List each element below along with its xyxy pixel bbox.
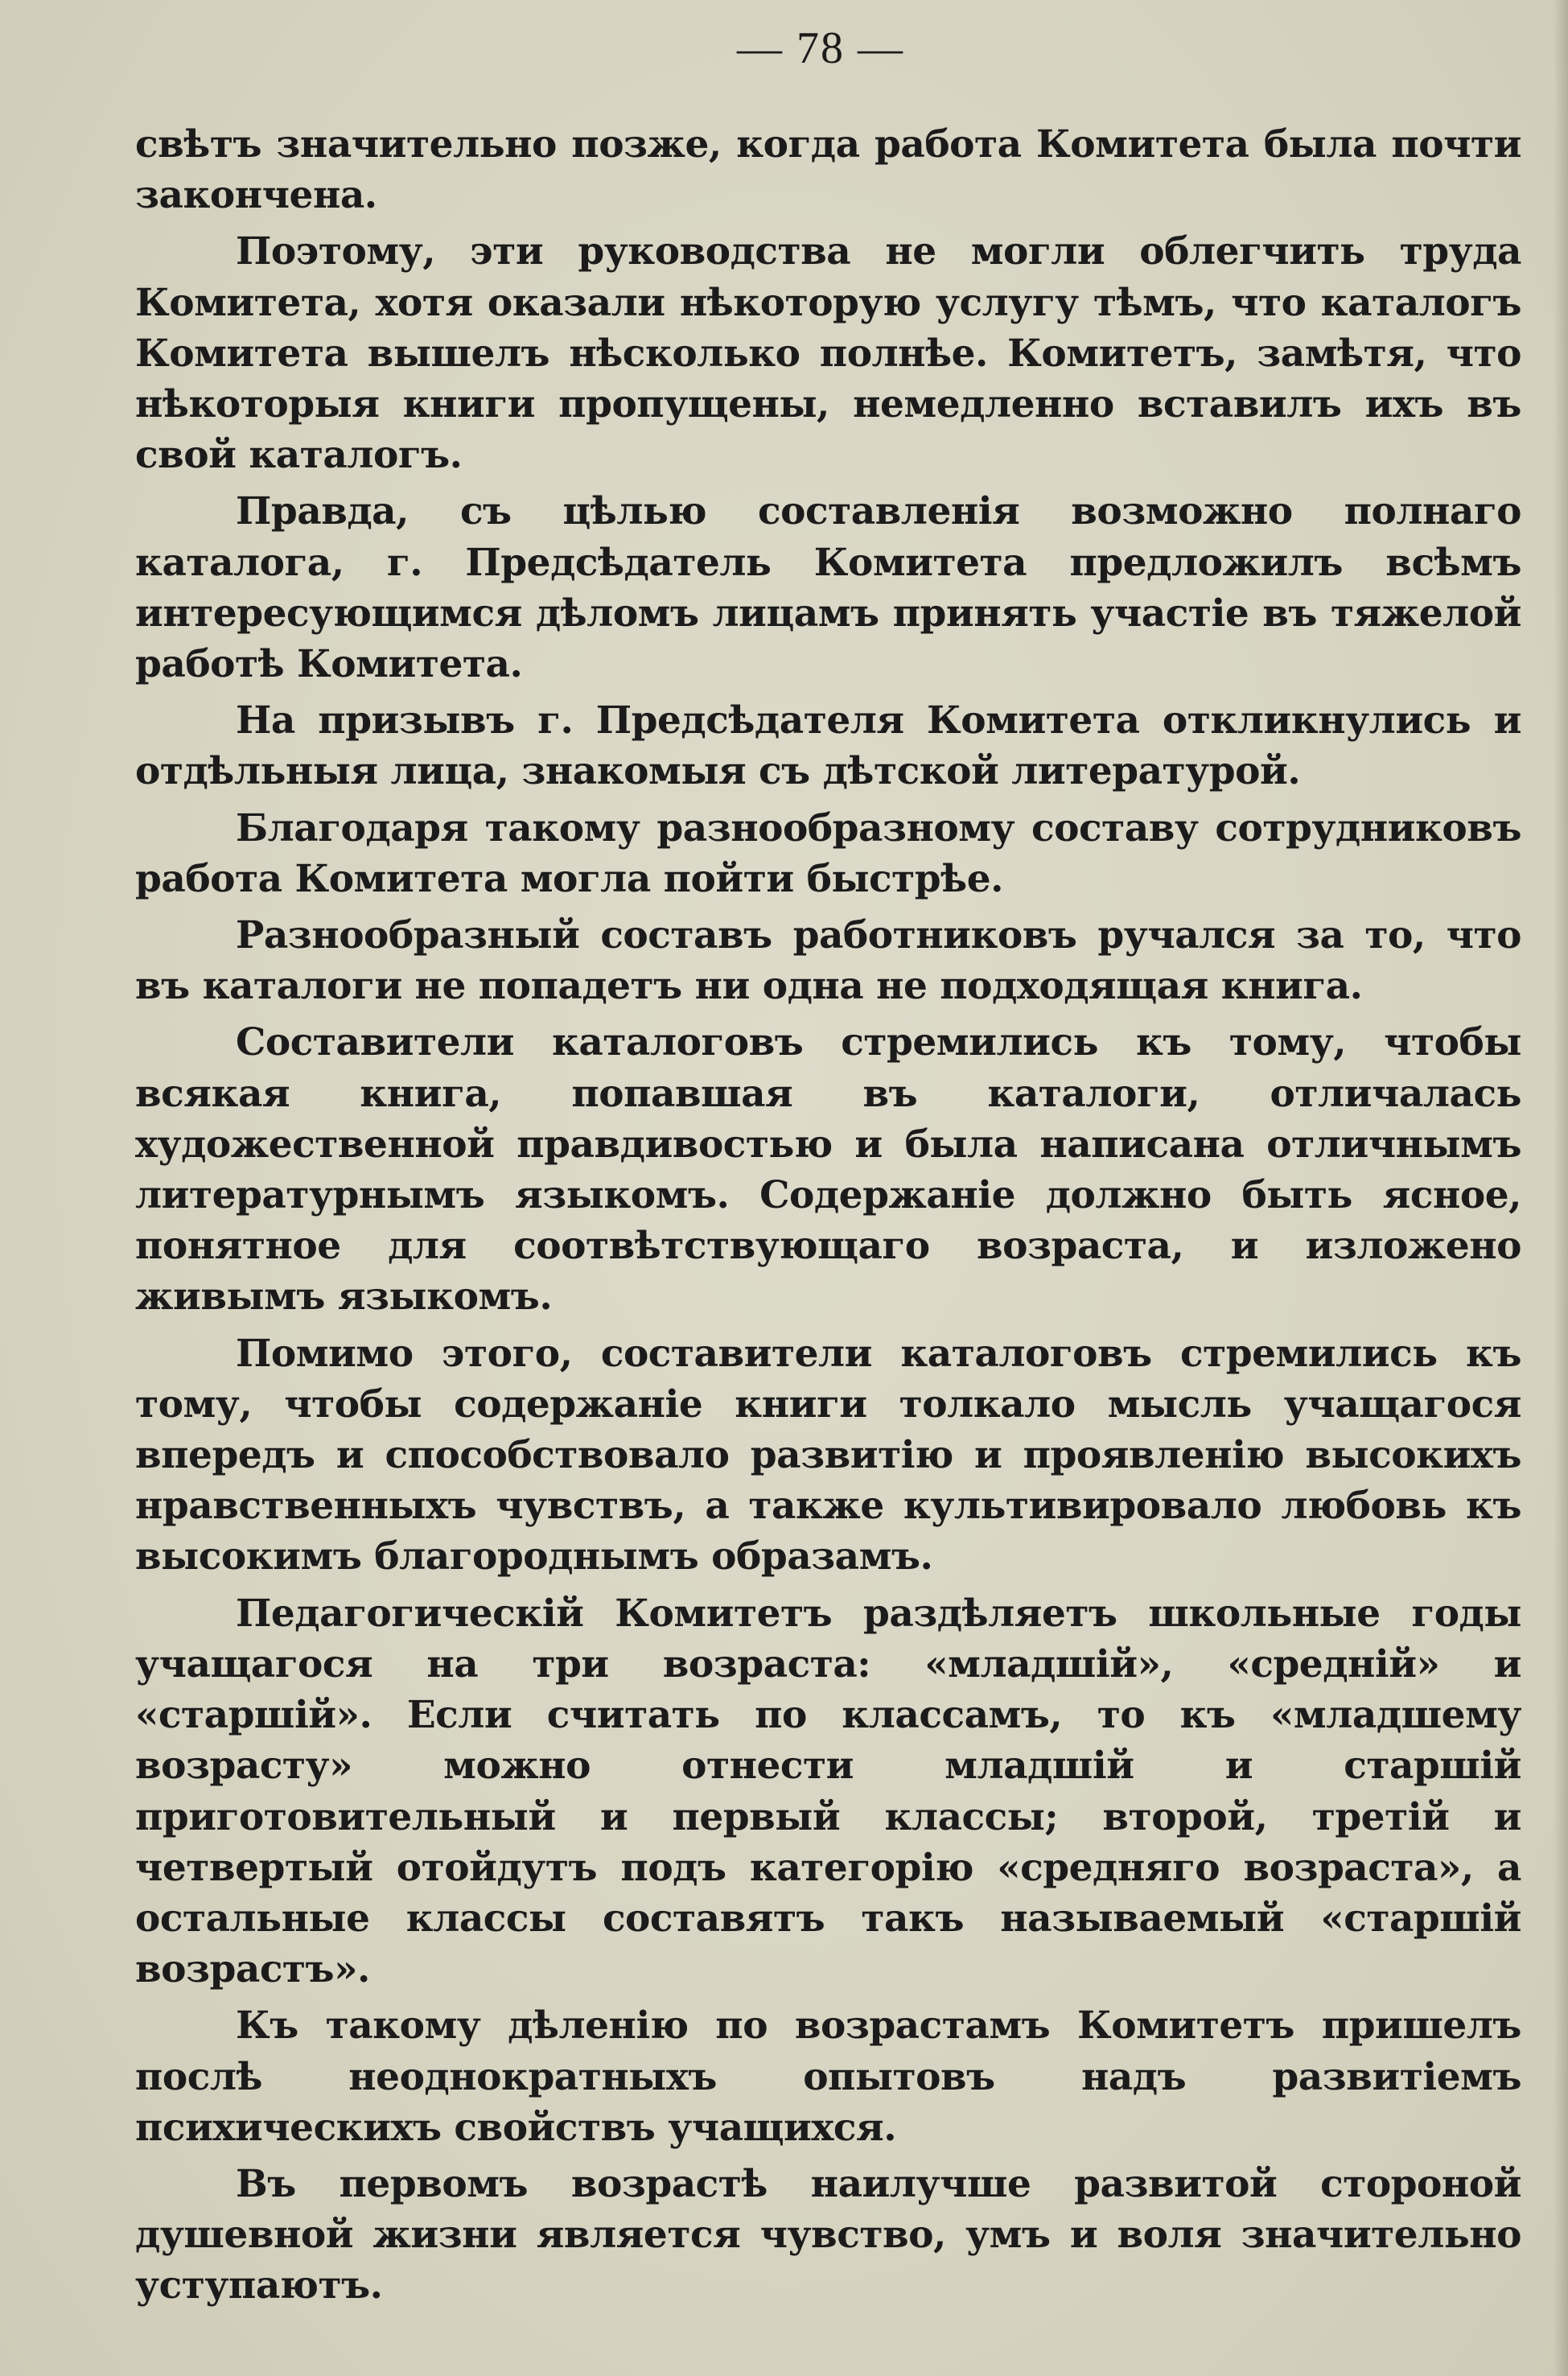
paragraph-11: Въ первомъ возрастѣ наилучше развитой стороной душевной жизни является чувство, умъ и воля значительно уступаютъ. (135, 2161, 1521, 2308)
paragraph-2: Поэтому, эти руководства не могли облегчить труда Комитета, хотя оказали нѣкоторую услугу тѣмъ, что каталогъ Комитета вышелъ нѣсколько полнѣе. Комитетъ, замѣтя, что нѣкоторыя книги пропущены, немедленно вставилъ ихъ въ свой каталогъ. (135, 229, 1521, 478)
paragraph-6: Разнообразный составъ работниковъ ручался за то, что въ каталоги не попадетъ ни одна не подходящая книга. (135, 913, 1521, 1009)
paragraph-10: Къ такому дѣленію по возрастамъ Комитетъ пришелъ послѣ неоднократныхъ опытовъ надъ развитіемъ психическихъ свойствъ учащихся. (135, 2003, 1521, 2150)
paragraph-7: Составители каталоговъ стремились къ тому, чтобы всякая книга, попавшая въ каталоги, отличалась художественной правдивостью и была написана отличнымъ литературнымъ языкомъ. Содержаніе должно быть ясное, понятное для соотвѣтствующаго возраста, и изложено живымъ языкомъ. (135, 1020, 1521, 1320)
paragraph-1: свѣтъ значительно позже, когда работа Комитета была почти закончена. (135, 122, 1521, 218)
page-number: — 78 — (737, 23, 904, 73)
paragraph-4: На призывъ г. Предсѣдателя Комитета откликнулись и отдѣльныя лица, знакомыя съ дѣтской литературой. (135, 698, 1521, 794)
body-text (135, 119, 1521, 2312)
paragraph-3: Правда, съ цѣлью составленія возможно полнаго каталога, г. Предсѣдатель Комитета предложилъ всѣмъ интересующимся дѣломъ лицамъ принять участіе въ тяжелой работѣ Комитета. (135, 489, 1521, 687)
paragraph-9: Педагогическій Комитетъ раздѣляетъ школьные годы учащагося на три возраста: «младшій», «средній» и «старшій». Если считать по классамъ, то къ «младшему возрасту» можно отнести младшій и старшій приготовительный и первый классы; второй, третій и четвертый отойдутъ подъ категорію «средняго возраста», а остальные классы составятъ такъ называемый «старшій возрастъ». (135, 1591, 1521, 1992)
scan-edge-shadow (1554, 0, 1568, 2376)
paragraph-8: Помимо этого, составители каталоговъ стремились къ тому, чтобы содержаніе книги толкало мысль учащагося впередъ и способствовало развитію и проявленію высокихъ нравственныхъ чувствъ, а также культивировало любовь къ высокимъ благороднымъ образамъ. (135, 1331, 1521, 1579)
paragraph-5: Благодаря такому разнообразному составу сотрудниковъ работа Комитета могла пойти быстрѣе. (135, 805, 1521, 901)
